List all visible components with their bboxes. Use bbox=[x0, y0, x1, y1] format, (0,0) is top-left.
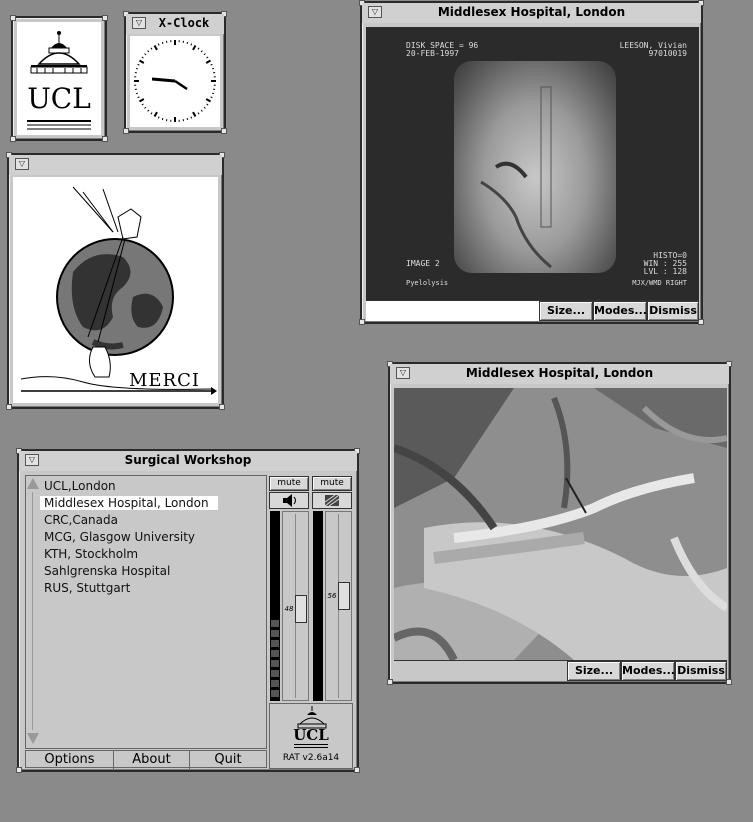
scroll-down-arrow-icon[interactable] bbox=[27, 733, 39, 744]
dismiss-button[interactable]: Dismiss bbox=[675, 661, 727, 681]
participant-list-item[interactable]: KTH, Stockholm bbox=[44, 547, 139, 561]
overlay-desc: Pyelolysis bbox=[406, 279, 449, 287]
level-meter-segment bbox=[271, 670, 279, 677]
level-meter-segment bbox=[271, 660, 279, 667]
title-bar[interactable] bbox=[362, 3, 701, 23]
resize-corner[interactable] bbox=[6, 404, 12, 410]
resize-corner[interactable] bbox=[219, 404, 225, 410]
resize-corner[interactable] bbox=[102, 136, 108, 142]
merci-logo-panel bbox=[13, 177, 218, 403]
participant-list-item[interactable]: Sahlgrenska Hospital bbox=[44, 564, 171, 578]
level-meter-segment bbox=[271, 640, 279, 647]
resize-corner[interactable] bbox=[10, 15, 16, 21]
resize-corner[interactable] bbox=[354, 767, 360, 773]
video-window bbox=[388, 362, 731, 684]
scroll-up-arrow-icon[interactable] bbox=[27, 478, 39, 489]
window-menu-button[interactable]: ▽ bbox=[132, 17, 146, 29]
resize-corner[interactable] bbox=[221, 128, 227, 134]
speaker-icon[interactable] bbox=[269, 492, 309, 509]
participant-list[interactable] bbox=[25, 475, 267, 749]
overlay-win: WIN : 255 bbox=[643, 259, 687, 268]
overlay-lvl: LVL : 128 bbox=[643, 267, 687, 276]
input-level-label: 56 bbox=[327, 592, 337, 601]
rat-version: RAT v2.6a14 bbox=[282, 753, 340, 763]
merci-text: MERCI bbox=[129, 370, 201, 391]
merci-window bbox=[7, 153, 224, 409]
ucl-logo-text: UCL bbox=[27, 82, 91, 115]
rat-logo-panel bbox=[269, 703, 353, 769]
size-button[interactable]: Size... bbox=[539, 301, 593, 321]
input-volume-thumb[interactable] bbox=[338, 582, 350, 610]
participant-list-item[interactable]: MCG, Glasgow University bbox=[44, 530, 196, 544]
overlay-histo: HISTO=0 bbox=[653, 251, 687, 260]
ucl-logo-panel bbox=[17, 22, 101, 135]
resize-corner[interactable] bbox=[102, 15, 108, 21]
window-menu-button[interactable]: ▽ bbox=[396, 367, 410, 379]
resize-corner[interactable] bbox=[359, 319, 365, 325]
output-volume-thumb[interactable] bbox=[295, 595, 307, 623]
button-bar bbox=[394, 660, 727, 681]
mute-input-button[interactable]: mute bbox=[312, 476, 352, 491]
ucl-dome-icon bbox=[17, 22, 101, 135]
window-title: Middlesex Hospital, London bbox=[465, 366, 654, 380]
input-level-meter bbox=[313, 511, 323, 701]
microphone-icon[interactable] bbox=[312, 492, 352, 509]
window-menu-button[interactable]: ▽ bbox=[15, 158, 29, 170]
size-button[interactable]: Size... bbox=[567, 661, 621, 681]
title-bar[interactable] bbox=[390, 364, 729, 384]
title-bar[interactable] bbox=[9, 155, 222, 175]
level-meter-segment bbox=[271, 630, 279, 637]
level-meter-segment bbox=[271, 620, 279, 627]
rat-logo-text: UCL bbox=[293, 726, 329, 744]
clock-face bbox=[130, 36, 220, 127]
resize-corner[interactable] bbox=[387, 679, 393, 685]
title-bar[interactable] bbox=[126, 14, 224, 34]
about-button[interactable]: About bbox=[114, 751, 190, 769]
rat-footer bbox=[25, 750, 267, 768]
output-level-label: 48 bbox=[284, 605, 294, 614]
xclock-window bbox=[124, 12, 226, 133]
clock-icon bbox=[130, 36, 220, 127]
overlay-disk-space: DISK SPACE = 96 bbox=[406, 41, 479, 50]
button-bar bbox=[366, 300, 699, 321]
overlay-mode: MJX/WMD RIGHT bbox=[632, 279, 687, 287]
overlay-image: IMAGE 2 bbox=[406, 259, 440, 268]
ucl-logo-window bbox=[11, 16, 107, 141]
xray-image bbox=[366, 27, 699, 300]
participant-list-item[interactable]: RUS, Stuttgart bbox=[44, 581, 131, 595]
window-menu-button[interactable]: ▽ bbox=[368, 6, 382, 18]
scrollbar-track[interactable] bbox=[32, 492, 33, 730]
output-level-meter bbox=[270, 511, 280, 701]
options-button[interactable]: Options bbox=[26, 751, 114, 769]
output-volume-slider[interactable] bbox=[282, 511, 309, 701]
input-volume-slider[interactable] bbox=[325, 511, 352, 701]
rat-window bbox=[17, 449, 359, 772]
window-title: X-Clock bbox=[158, 16, 210, 30]
participant-list-item[interactable]: CRC,Canada bbox=[44, 513, 118, 527]
level-meter-segment bbox=[271, 690, 279, 697]
window-title: Surgical Workshop bbox=[124, 453, 252, 467]
participant-list-item[interactable]: Middlesex Hospital, London bbox=[40, 496, 218, 510]
title-bar[interactable] bbox=[19, 451, 357, 471]
modes-button[interactable]: Modes... bbox=[593, 301, 647, 321]
window-title: Middlesex Hospital, London bbox=[437, 5, 626, 19]
level-meter-segment bbox=[271, 650, 279, 657]
modes-button[interactable]: Modes... bbox=[621, 661, 675, 681]
resize-corner[interactable] bbox=[123, 128, 129, 134]
level-meter-segment bbox=[271, 680, 279, 687]
resize-corner[interactable] bbox=[16, 767, 22, 773]
participant-list-item[interactable]: UCL,London bbox=[44, 479, 116, 493]
xray-window bbox=[360, 1, 703, 324]
overlay-date: 20-FEB-1997 bbox=[406, 49, 459, 58]
dismiss-button[interactable]: Dismiss bbox=[647, 301, 699, 321]
window-menu-button[interactable]: ▽ bbox=[25, 454, 39, 466]
overlay-patient: LEESON, Vivian bbox=[619, 41, 687, 50]
video-image bbox=[394, 388, 727, 660]
resize-corner[interactable] bbox=[10, 136, 16, 142]
overlay-id: 97010019 bbox=[648, 49, 687, 58]
mute-output-button[interactable]: mute bbox=[269, 476, 309, 491]
quit-button[interactable]: Quit bbox=[214, 752, 242, 767]
